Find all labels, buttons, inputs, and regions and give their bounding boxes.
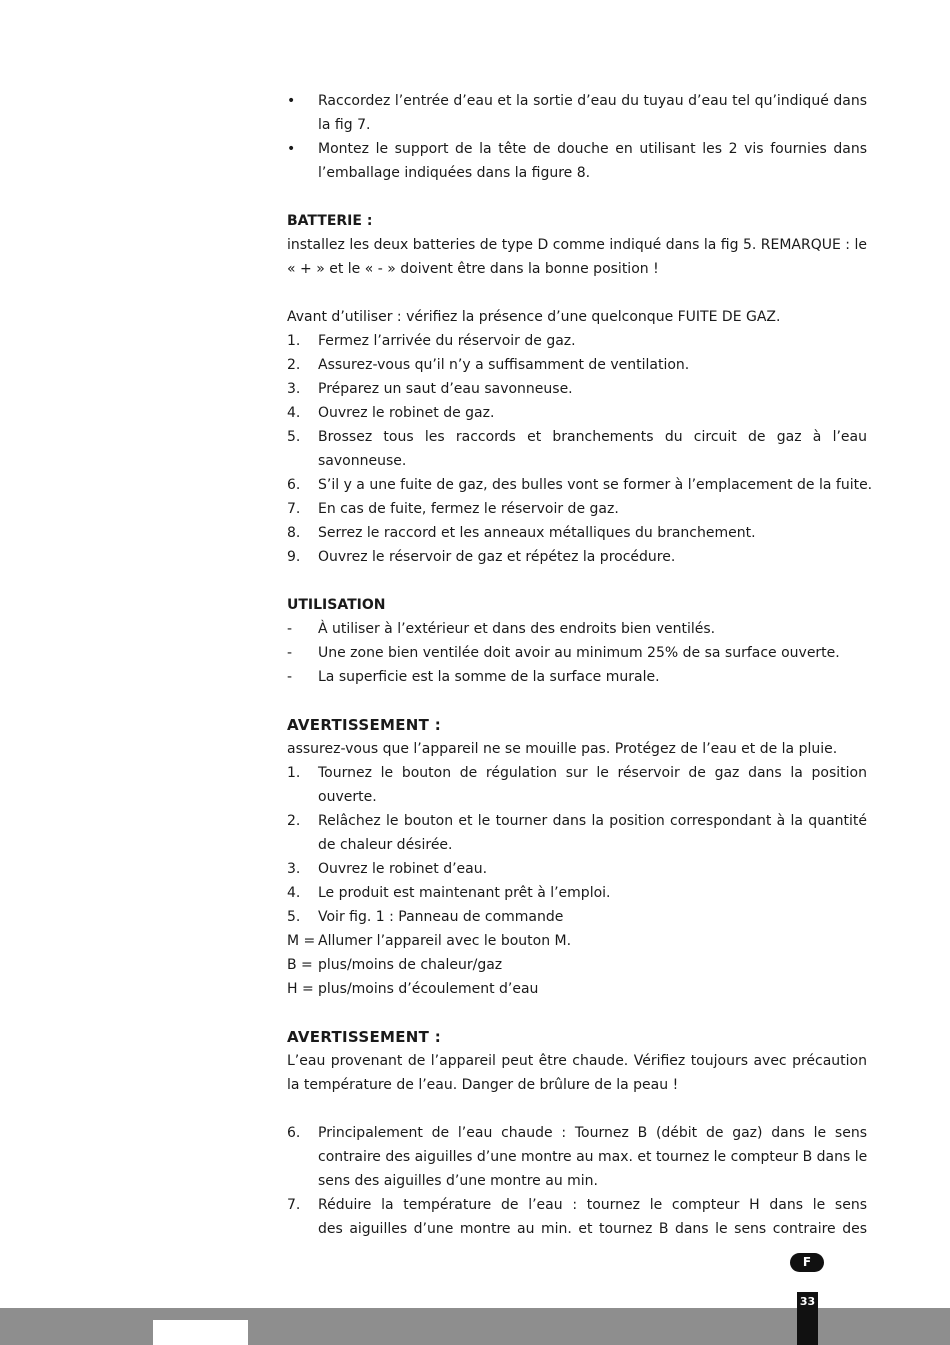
list-item	[287, 857, 867, 881]
language-badge: F	[790, 1253, 824, 1272]
list-item	[287, 665, 867, 689]
legend-key: B =	[287, 957, 313, 973]
footer-white-box	[153, 1320, 248, 1345]
list-item	[287, 473, 873, 497]
step-number: 6.	[287, 1125, 301, 1141]
warning-heading: AVERTISSEMENT :	[287, 1028, 441, 1046]
legend-key: M =	[287, 933, 316, 949]
list-item-text: Le produit est maintenant prêt à l’emploi.	[318, 885, 611, 901]
list-item-text: de chaleur désirée.	[318, 837, 453, 853]
step-number: 4.	[287, 885, 301, 901]
step-number: 2.	[287, 813, 301, 829]
section-heading: BATTERIE :	[287, 213, 373, 229]
step-number: 1.	[287, 333, 301, 349]
list-item	[287, 497, 867, 521]
paragraph-line: Avant d’utiliser : vérifiez la présence d’une quelconque FUITE DE GAZ.	[287, 309, 781, 325]
list-item	[287, 641, 867, 665]
list-item	[287, 401, 867, 425]
list-item	[287, 905, 867, 929]
list-item-text: Brossez tous les raccords et branchements du circuit de gaz à l’eau	[318, 429, 867, 445]
step-number: 1.	[287, 765, 301, 781]
step-number: 3.	[287, 861, 301, 877]
legend-item	[287, 953, 867, 977]
step-number: 3.	[287, 381, 301, 397]
list-item-text: Préparez un saut d’eau savonneuse.	[318, 381, 573, 397]
warning-section	[287, 713, 867, 1001]
list-item	[287, 809, 867, 857]
list-item-text: la fig 7.	[318, 117, 371, 133]
legend-text: plus/moins de chaleur/gaz	[318, 957, 503, 973]
list-item-text: savonneuse.	[318, 453, 407, 469]
page-number: 33	[799, 1295, 816, 1308]
dash-marker: -	[287, 621, 293, 637]
step-number: 8.	[287, 525, 301, 541]
warning-heading: AVERTISSEMENT :	[287, 716, 441, 734]
step-number: 5.	[287, 909, 301, 925]
step-number: 6.	[287, 477, 301, 493]
list-item	[287, 881, 867, 905]
list-item-text: Une zone bien ventilée doit avoir au minimum 25% de sa surface ouverte.	[318, 645, 840, 661]
manual-page-content	[287, 89, 873, 1241]
list-item-text: ouverte.	[318, 789, 377, 805]
legend-item	[287, 929, 867, 953]
batterie-section	[287, 209, 867, 281]
warning-section	[287, 1025, 867, 1241]
list-item-text: Réduire la température de l’eau : tournez le compteur H dans le sens	[318, 1197, 867, 1213]
list-item	[287, 617, 867, 641]
intro-bullet-list	[287, 89, 867, 185]
list-item-text: contraire des aiguilles d’une montre au max. et tournez le compteur B dans le	[318, 1149, 868, 1165]
list-item	[287, 521, 867, 545]
list-item	[287, 377, 867, 401]
paragraph-line: installez les deux batteries de type D comme indiqué dans la fig 5. REMARQUE : le	[287, 237, 867, 253]
list-item-text: À utiliser à l’extérieur et dans des endroits bien ventilés.	[318, 621, 716, 637]
list-item-text: Relâchez le bouton et le tourner dans la position correspondant à la quantité	[318, 813, 867, 829]
step-number: 4.	[287, 405, 301, 421]
list-item	[287, 353, 867, 377]
paragraph-line: L’eau provenant de l’appareil peut être chaude. Vérifiez toujours avec précaution	[287, 1053, 867, 1069]
step-number: 7.	[287, 1197, 301, 1213]
step-number: 7.	[287, 501, 301, 517]
list-item	[287, 545, 867, 569]
list-item-text: Principalement de l’eau chaude : Tournez B (débit de gaz) dans le sens	[318, 1125, 867, 1141]
section-heading: UTILISATION	[287, 597, 386, 613]
paragraph-line: assurez-vous que l’appareil ne se mouille pas. Protégez de l’eau et de la pluie.	[287, 741, 838, 757]
list-item-text: En cas de fuite, fermez le réservoir de gaz.	[318, 501, 619, 517]
list-item-text: Montez le support de la tête de douche en utilisant les 2 vis fournies dans	[318, 141, 867, 157]
list-item	[287, 89, 867, 137]
list-item-text: Fermez l’arrivée du réservoir de gaz.	[318, 333, 576, 349]
list-item-text: Voir fig. 1 : Panneau de commande	[318, 909, 564, 925]
list-item-text: Ouvrez le robinet de gaz.	[318, 405, 495, 421]
list-item-text: sens des aiguilles d’une montre au min.	[318, 1173, 598, 1189]
paragraph-line: « + » et le « - » doivent être dans la bonne position !	[287, 261, 659, 277]
list-item-text: Tournez le bouton de régulation sur le réservoir de gaz dans la position	[318, 765, 867, 781]
legend-text: plus/moins d’écoulement d’eau	[318, 981, 539, 997]
legend-text: Allumer l’appareil avec le bouton M.	[318, 933, 572, 949]
list-item-text: l’emballage indiquées dans la figure 8.	[318, 165, 591, 181]
list-item-text: Serrez le raccord et les anneaux métalliques du branchement.	[318, 525, 756, 541]
bullet-marker: •	[287, 141, 296, 157]
legend-key: H =	[287, 981, 314, 997]
list-item	[287, 329, 867, 353]
list-item-text: Ouvrez le robinet d’eau.	[318, 861, 488, 877]
list-item-text: Ouvrez le réservoir de gaz et répétez la procédure.	[318, 549, 676, 565]
list-item	[287, 425, 867, 473]
list-item	[287, 761, 867, 809]
list-item-text: Raccordez l’entrée d’eau et la sortie d’eau du tuyau d’eau tel qu’indiqué dans	[318, 93, 867, 109]
list-item	[287, 1121, 867, 1193]
legend-item	[287, 977, 867, 1001]
utilisation-section	[287, 593, 867, 689]
step-number: 2.	[287, 357, 301, 373]
paragraph-line: la température de l’eau. Danger de brûlure de la peau !	[287, 1077, 679, 1093]
step-number: 5.	[287, 429, 301, 445]
list-item	[287, 1193, 867, 1241]
dash-marker: -	[287, 645, 293, 661]
dash-marker: -	[287, 669, 293, 685]
list-item-text: des aiguilles d’une montre au min. et tournez B dans le sens contraire des	[318, 1221, 867, 1237]
gas-check-section	[287, 305, 873, 569]
list-item-text: Assurez-vous qu’il n’y a suffisamment de ventilation.	[318, 357, 690, 373]
list-item-text: S’il y a une fuite de gaz, des bulles vont se former à l’emplacement de la fuite.	[318, 477, 873, 493]
list-item	[287, 137, 867, 185]
bullet-marker: •	[287, 93, 296, 109]
step-number: 9.	[287, 549, 301, 565]
list-item-text: La superficie est la somme de la surface murale.	[318, 669, 660, 685]
